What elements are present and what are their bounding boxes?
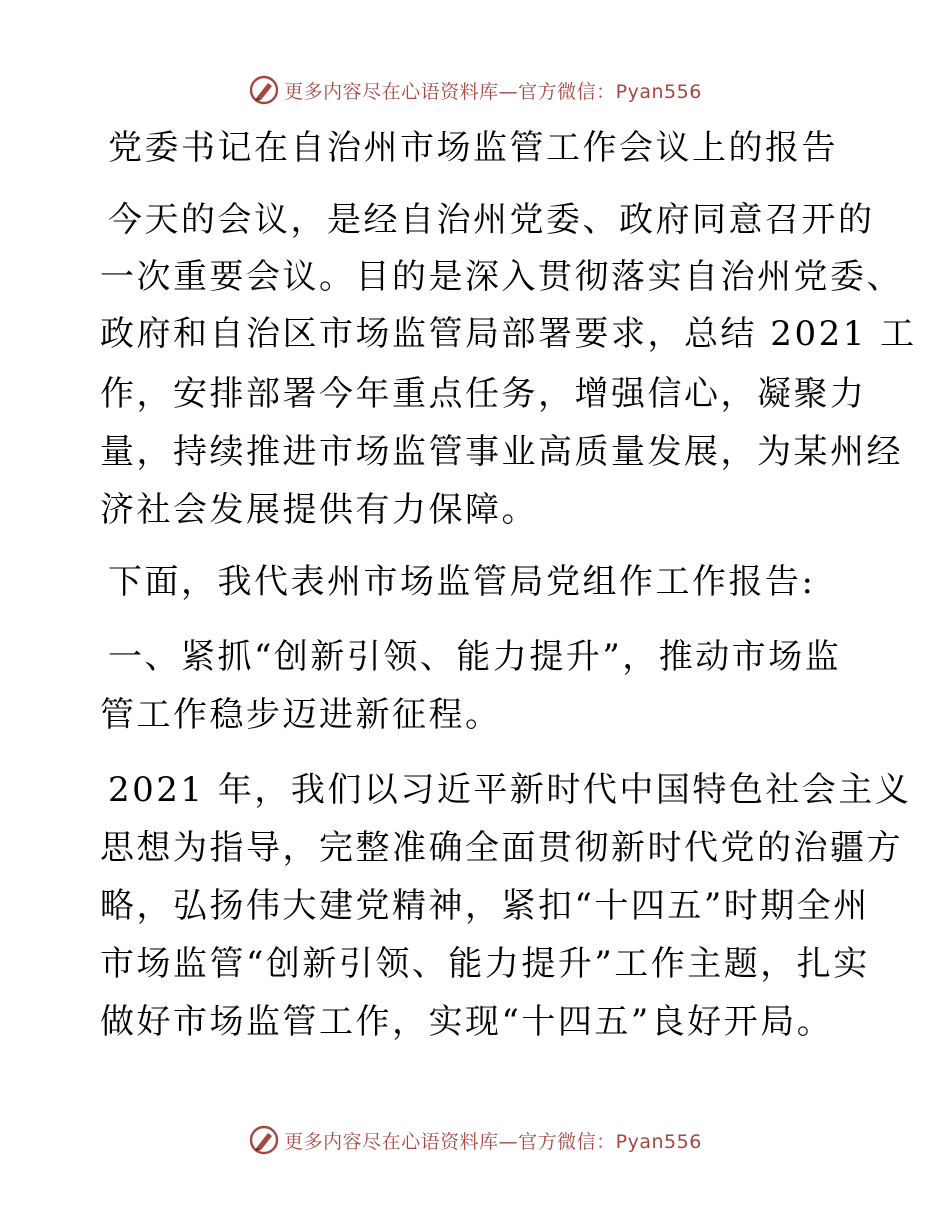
header-banner [0,70,950,110]
paragraph-line: 2021 年，我们以习近平新时代中国特色社会主义 [108,770,912,810]
paragraph-line: 政府和自治区市场监管局部署要求，总结 2021 工 [100,314,917,354]
banner-text: 更多内容尽在心语资料库—官方微信：Pyan556 [284,80,702,103]
paragraph-line: 市场监管“创新引领、能力提升”工作主题，扎实 [100,944,870,984]
paragraph-line: 做好市场监管工作，实现“十四五”良好开局。 [100,1002,834,1042]
section-heading: 一、紧抓“创新引领、能力提升”，推动市场监 [108,637,842,677]
pen-circle-logo-icon [248,74,280,106]
paragraph-line: 下面，我代表州市场监管局党组作工作报告: [108,562,816,602]
paragraph-line: 作，安排部署今年重点任务，增强信心，凝聚力 [100,374,867,414]
paragraph-line: 思想为指导，完整准确全面贯彻新时代党的治疆方 [100,828,903,868]
paragraph-line: 量，持续推进市场监管事业高质量发展，为某州经 [100,432,903,472]
footer-banner [0,1120,950,1160]
pen-circle-logo-icon [248,1124,280,1156]
document-title: 党委书记在自治州市场监管工作会议上的报告 [108,128,838,168]
section-heading: 管工作稳步迈进新征程。 [100,695,502,735]
paragraph-line: 一次重要会议。目的是深入贯彻落实自治州党委、 [100,257,903,297]
paragraph-line: 今天的会议，是经自治州党委、政府同意召开的 [108,200,875,240]
paragraph-line: 略，弘扬伟大建党精神，紧扣“十四五”时期全州 [100,886,870,926]
paragraph-line: 济社会发展提供有力保障。 [100,490,538,530]
banner-text: 更多内容尽在心语资料库—官方微信：Pyan556 [284,1130,702,1153]
